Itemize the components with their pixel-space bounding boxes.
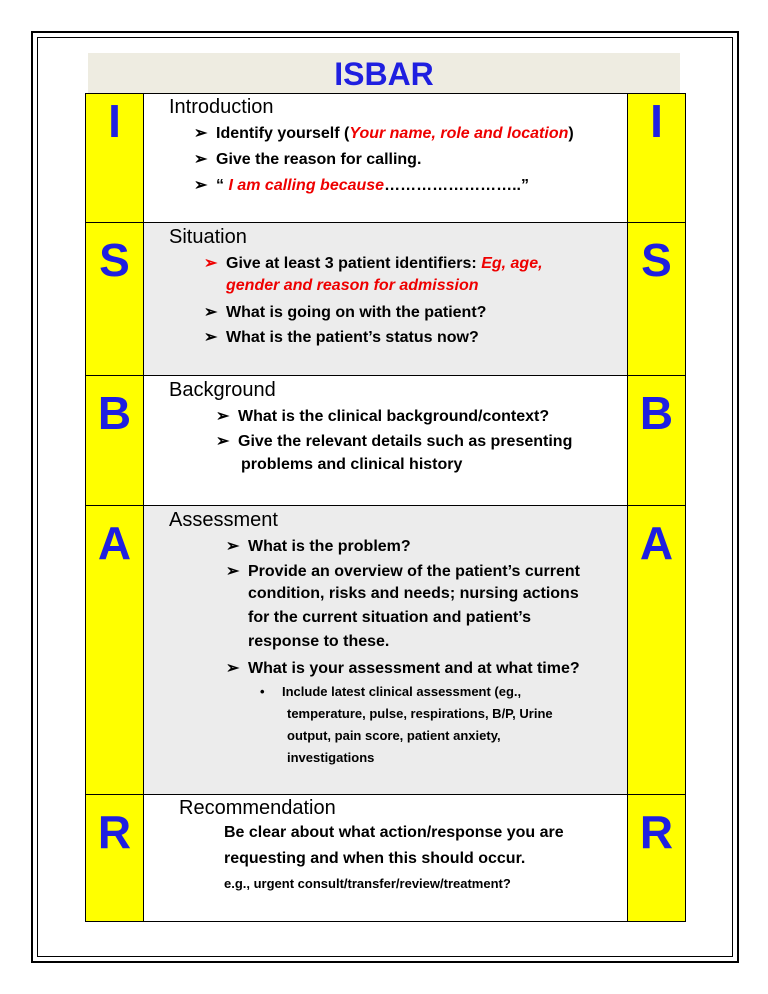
list-item: ➢ What is the patient’s status now? bbox=[204, 329, 479, 346]
list-item: ➢ What is the problem? bbox=[226, 538, 411, 555]
arrow-bullet-icon: ➢ bbox=[204, 255, 218, 272]
letter-i-right: I bbox=[650, 95, 663, 147]
letter-a-right: A bbox=[639, 517, 674, 569]
letter-cell-left bbox=[86, 795, 144, 921]
letter-i-left: I bbox=[108, 95, 121, 147]
letter-cell-right bbox=[627, 94, 685, 222]
section-heading: Situation bbox=[169, 226, 247, 248]
letter-b-right: B bbox=[639, 387, 674, 439]
arrow-bullet-icon: ➢ bbox=[204, 304, 218, 321]
letter-cell-right bbox=[627, 795, 685, 921]
title-band bbox=[88, 53, 680, 93]
arrow-bullet-icon: ➢ bbox=[194, 151, 208, 168]
list-item: ➢ Give the relevant details such as presenting bbox=[216, 433, 573, 450]
letter-b-left: B bbox=[97, 387, 132, 439]
letter-cell-right bbox=[627, 223, 685, 375]
letter-cell-left bbox=[86, 506, 144, 794]
arrow-bullet-icon: ➢ bbox=[204, 329, 218, 346]
arrow-bullet-icon: ➢ bbox=[194, 125, 208, 142]
list-item: ➢ Identify yourself (Your name, role and location) bbox=[194, 125, 574, 142]
introduction-content bbox=[144, 94, 627, 222]
letter-cell-right bbox=[627, 376, 685, 505]
section-heading: Assessment bbox=[169, 509, 278, 531]
list-item: ➢ What is the clinical background/context? bbox=[216, 408, 550, 425]
row-introduction bbox=[85, 93, 686, 223]
list-item: requesting and when this should occur. bbox=[224, 850, 526, 867]
list-item: ➢ What is going on with the patient? bbox=[204, 304, 487, 321]
letter-cell-left bbox=[86, 376, 144, 505]
situation-content bbox=[144, 223, 627, 375]
dot-bullet-icon: • bbox=[260, 684, 265, 699]
list-item: investigations bbox=[287, 750, 375, 765]
letter-r-left: R bbox=[97, 806, 132, 858]
recommendation-content bbox=[144, 795, 627, 921]
list-item: temperature, pulse, respirations, B/P, Urine bbox=[287, 706, 553, 721]
row-situation bbox=[85, 222, 686, 376]
letter-cell-left bbox=[86, 223, 144, 375]
letter-a-left: A bbox=[97, 517, 132, 569]
section-heading: Introduction bbox=[169, 96, 274, 118]
row-assessment bbox=[85, 505, 686, 795]
list-item: problems and clinical history bbox=[241, 456, 463, 473]
letter-s-right: S bbox=[641, 234, 672, 286]
list-item: ➢ “ I am calling because……………………..” bbox=[194, 177, 529, 194]
assessment-content bbox=[144, 506, 627, 794]
arrow-bullet-icon: ➢ bbox=[194, 177, 208, 194]
list-item: ➢ Give the reason for calling. bbox=[194, 151, 422, 168]
row-background bbox=[85, 375, 686, 506]
letter-cell-right bbox=[627, 506, 685, 794]
arrow-bullet-icon: ➢ bbox=[216, 408, 230, 425]
list-item: gender and reason for admission bbox=[226, 277, 479, 294]
list-item: • Include latest clinical assessment (eg., bbox=[260, 684, 522, 699]
arrow-bullet-icon: ➢ bbox=[226, 660, 240, 677]
page-title: ISBAR bbox=[334, 56, 434, 92]
arrow-bullet-icon: ➢ bbox=[226, 563, 240, 580]
list-item: ➢ Give at least 3 patient identifiers: Eg, age, bbox=[204, 255, 543, 272]
list-item: e.g., urgent consult/transfer/review/treatment? bbox=[224, 876, 511, 891]
letter-s-left: S bbox=[99, 234, 130, 286]
row-recommendation bbox=[85, 794, 686, 922]
list-item: ➢ What is your assessment and at what time? bbox=[226, 660, 580, 677]
letter-cell-left bbox=[86, 94, 144, 222]
list-item: response to these. bbox=[248, 633, 390, 650]
background-content bbox=[144, 376, 627, 505]
arrow-bullet-icon: ➢ bbox=[226, 538, 240, 555]
arrow-bullet-icon: ➢ bbox=[216, 433, 230, 450]
section-heading: Background bbox=[169, 379, 276, 401]
list-item: ➢ Provide an overview of the patient’s current bbox=[226, 563, 580, 580]
list-item: for the current situation and patient’s bbox=[248, 609, 531, 626]
letter-r-right: R bbox=[639, 806, 674, 858]
list-item: output, pain score, patient anxiety, bbox=[287, 728, 501, 743]
list-item: condition, risks and needs; nursing actions bbox=[248, 585, 579, 602]
list-item: Be clear about what action/response you are bbox=[224, 824, 564, 841]
section-heading: Recommendation bbox=[179, 797, 336, 819]
